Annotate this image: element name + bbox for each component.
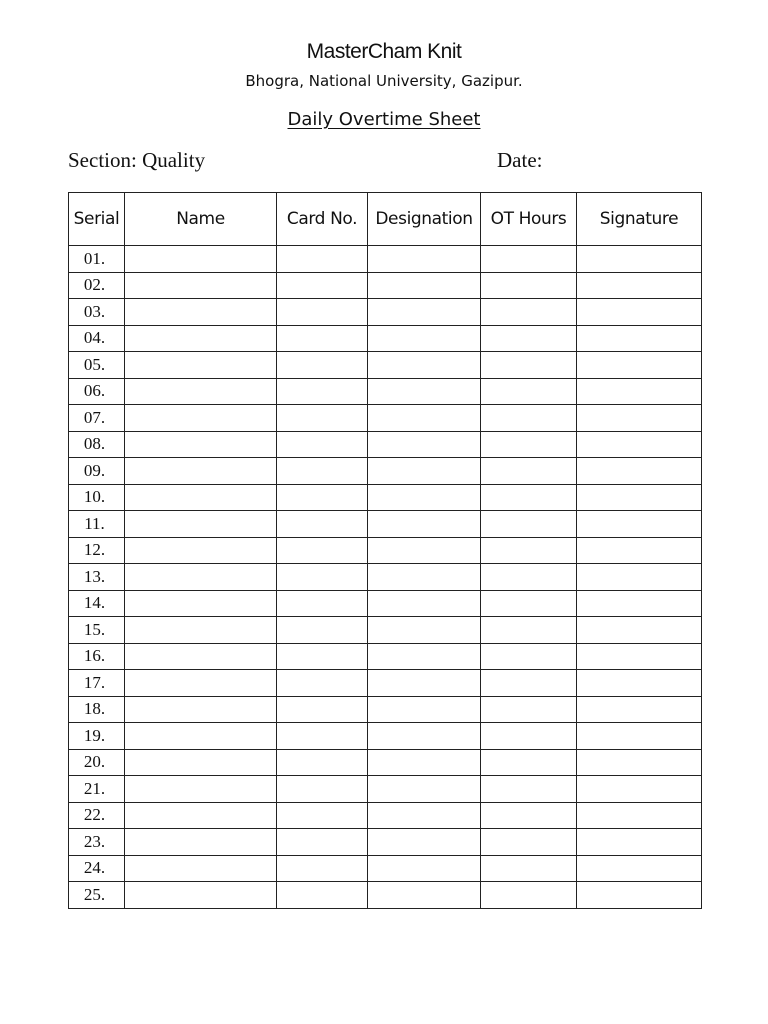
serial-cell: 12. <box>69 537 125 564</box>
card-no-cell[interactable] <box>277 246 368 273</box>
card-no-cell[interactable] <box>277 484 368 511</box>
card-no-cell[interactable] <box>277 537 368 564</box>
signature-cell[interactable] <box>577 484 702 511</box>
table-row <box>69 643 702 670</box>
table-row <box>69 590 702 617</box>
table-row <box>69 458 702 485</box>
serial-cell: 15. <box>69 617 125 644</box>
signature-cell[interactable] <box>577 617 702 644</box>
signature-cell[interactable] <box>577 405 702 432</box>
serial-cell: 06. <box>69 378 125 405</box>
name-cell[interactable] <box>125 537 277 564</box>
card-no-cell[interactable] <box>277 776 368 803</box>
serial-cell: 22. <box>69 802 125 829</box>
name-cell[interactable] <box>125 299 277 326</box>
card-no-cell[interactable] <box>277 272 368 299</box>
column-header-name: Name <box>125 193 277 246</box>
serial-cell: 24. <box>69 855 125 882</box>
card-no-cell[interactable] <box>277 458 368 485</box>
ot-hours-cell[interactable] <box>481 670 577 697</box>
name-cell[interactable] <box>125 723 277 750</box>
name-cell[interactable] <box>125 431 277 458</box>
designation-cell[interactable] <box>368 643 481 670</box>
signature-cell[interactable] <box>577 246 702 273</box>
card-no-cell[interactable] <box>277 590 368 617</box>
serial-cell: 21. <box>69 776 125 803</box>
serial-cell: 02. <box>69 272 125 299</box>
table-row <box>69 670 702 697</box>
column-header-signature: Signature <box>577 193 702 246</box>
table-row <box>69 511 702 538</box>
table-row <box>69 272 702 299</box>
ot-hours-cell[interactable] <box>481 855 577 882</box>
designation-cell[interactable] <box>368 855 481 882</box>
ot-hours-cell[interactable] <box>481 431 577 458</box>
name-cell[interactable] <box>125 484 277 511</box>
name-cell[interactable] <box>125 564 277 591</box>
ot-hours-cell[interactable] <box>481 537 577 564</box>
card-no-cell[interactable] <box>277 405 368 432</box>
name-cell[interactable] <box>125 617 277 644</box>
table-row <box>69 749 702 776</box>
signature-cell[interactable] <box>577 378 702 405</box>
table-row <box>69 829 702 856</box>
ot-hours-cell[interactable] <box>481 511 577 538</box>
card-no-cell[interactable] <box>277 511 368 538</box>
column-header-serial: Serial <box>69 193 125 246</box>
designation-cell[interactable] <box>368 829 481 856</box>
signature-cell[interactable] <box>577 696 702 723</box>
card-no-cell[interactable] <box>277 352 368 379</box>
ot-hours-cell[interactable] <box>481 882 577 909</box>
table-row <box>69 802 702 829</box>
designation-cell[interactable] <box>368 378 481 405</box>
ot-hours-cell[interactable] <box>481 749 577 776</box>
card-no-cell[interactable] <box>277 299 368 326</box>
table-row <box>69 723 702 750</box>
ot-hours-cell[interactable] <box>481 484 577 511</box>
designation-cell[interactable] <box>368 299 481 326</box>
table-row <box>69 246 702 273</box>
designation-cell[interactable] <box>368 590 481 617</box>
ot-hours-cell[interactable] <box>481 696 577 723</box>
signature-cell[interactable] <box>577 643 702 670</box>
serial-cell: 11. <box>69 511 125 538</box>
column-header-ot-hours: OT Hours <box>481 193 577 246</box>
company-name: MasterCham Knit <box>306 40 462 63</box>
ot-hours-cell[interactable] <box>481 272 577 299</box>
name-cell[interactable] <box>125 776 277 803</box>
designation-cell[interactable] <box>368 802 481 829</box>
designation-cell[interactable] <box>368 564 481 591</box>
serial-cell: 07. <box>69 405 125 432</box>
serial-cell: 18. <box>69 696 125 723</box>
signature-cell[interactable] <box>577 590 702 617</box>
table-row <box>69 352 702 379</box>
serial-cell: 25. <box>69 882 125 909</box>
signature-cell[interactable] <box>577 511 702 538</box>
signature-cell[interactable] <box>577 829 702 856</box>
serial-cell: 20. <box>69 749 125 776</box>
signature-cell[interactable] <box>577 802 702 829</box>
name-cell[interactable] <box>125 352 277 379</box>
ot-hours-cell[interactable] <box>481 776 577 803</box>
column-header-card-no: Card No. <box>277 193 368 246</box>
serial-cell: 14. <box>69 590 125 617</box>
name-cell[interactable] <box>125 749 277 776</box>
designation-cell[interactable] <box>368 670 481 697</box>
card-no-cell[interactable] <box>277 749 368 776</box>
ot-hours-cell[interactable] <box>481 378 577 405</box>
name-cell[interactable] <box>125 405 277 432</box>
table-row <box>69 431 702 458</box>
signature-cell[interactable] <box>577 723 702 750</box>
name-cell[interactable] <box>125 829 277 856</box>
table-row <box>69 405 702 432</box>
ot-hours-cell[interactable] <box>481 299 577 326</box>
name-cell[interactable] <box>125 272 277 299</box>
designation-cell[interactable] <box>368 458 481 485</box>
designation-cell[interactable] <box>368 511 481 538</box>
designation-cell[interactable] <box>368 431 481 458</box>
serial-cell: 19. <box>69 723 125 750</box>
serial-cell: 13. <box>69 564 125 591</box>
name-cell[interactable] <box>125 855 277 882</box>
signature-cell[interactable] <box>577 670 702 697</box>
ot-hours-cell[interactable] <box>481 723 577 750</box>
table-row <box>69 776 702 803</box>
designation-cell[interactable] <box>368 405 481 432</box>
ot-hours-cell[interactable] <box>481 458 577 485</box>
designation-cell[interactable] <box>368 246 481 273</box>
table-row <box>69 564 702 591</box>
card-no-cell[interactable] <box>277 617 368 644</box>
sheet-title <box>0 109 768 130</box>
card-no-cell[interactable] <box>277 325 368 352</box>
card-no-cell[interactable] <box>277 802 368 829</box>
card-no-cell[interactable] <box>277 829 368 856</box>
table-row <box>69 325 702 352</box>
designation-cell[interactable] <box>368 882 481 909</box>
signature-cell[interactable] <box>577 458 702 485</box>
date-label: Date: <box>497 148 543 172</box>
ot-hours-cell[interactable] <box>481 564 577 591</box>
name-cell[interactable] <box>125 246 277 273</box>
card-no-cell[interactable] <box>277 723 368 750</box>
designation-cell[interactable] <box>368 272 481 299</box>
serial-cell: 10. <box>69 484 125 511</box>
ot-hours-cell[interactable] <box>481 352 577 379</box>
designation-cell[interactable] <box>368 484 481 511</box>
designation-cell[interactable] <box>368 776 481 803</box>
signature-cell[interactable] <box>577 272 702 299</box>
name-cell[interactable] <box>125 378 277 405</box>
designation-cell[interactable] <box>368 352 481 379</box>
ot-hours-cell[interactable] <box>481 590 577 617</box>
table-row <box>69 882 702 909</box>
card-no-cell[interactable] <box>277 378 368 405</box>
table-row <box>69 299 702 326</box>
ot-hours-cell[interactable] <box>481 802 577 829</box>
card-no-cell[interactable] <box>277 882 368 909</box>
name-cell[interactable] <box>125 882 277 909</box>
signature-cell[interactable] <box>577 325 702 352</box>
ot-hours-cell[interactable] <box>481 325 577 352</box>
table-row <box>69 696 702 723</box>
designation-cell[interactable] <box>368 696 481 723</box>
table-row <box>69 855 702 882</box>
designation-cell[interactable] <box>368 749 481 776</box>
name-cell[interactable] <box>125 511 277 538</box>
serial-cell: 03. <box>69 299 125 326</box>
card-no-cell[interactable] <box>277 643 368 670</box>
designation-cell[interactable] <box>368 325 481 352</box>
table-row <box>69 617 702 644</box>
name-cell[interactable] <box>125 458 277 485</box>
name-cell[interactable] <box>125 670 277 697</box>
card-no-cell[interactable] <box>277 670 368 697</box>
card-no-cell[interactable] <box>277 696 368 723</box>
ot-hours-cell[interactable] <box>481 829 577 856</box>
serial-cell: 16. <box>69 643 125 670</box>
card-no-cell[interactable] <box>277 855 368 882</box>
ot-hours-cell[interactable] <box>481 405 577 432</box>
table-body <box>69 246 702 909</box>
serial-cell: 17. <box>69 670 125 697</box>
serial-cell: 08. <box>69 431 125 458</box>
table-row <box>69 484 702 511</box>
table-row <box>69 537 702 564</box>
signature-cell[interactable] <box>577 749 702 776</box>
name-cell[interactable] <box>125 696 277 723</box>
ot-hours-cell[interactable] <box>481 617 577 644</box>
company-address: Bhogra, National University, Gazipur. <box>245 72 523 90</box>
card-no-cell[interactable] <box>277 564 368 591</box>
serial-cell: 09. <box>69 458 125 485</box>
serial-cell: 23. <box>69 829 125 856</box>
designation-cell[interactable] <box>368 723 481 750</box>
overtime-table <box>68 192 702 909</box>
signature-cell[interactable] <box>577 537 702 564</box>
signature-cell[interactable] <box>577 882 702 909</box>
ot-hours-cell[interactable] <box>481 246 577 273</box>
name-cell[interactable] <box>125 802 277 829</box>
name-cell[interactable] <box>125 325 277 352</box>
card-no-cell[interactable] <box>277 431 368 458</box>
signature-cell[interactable] <box>577 855 702 882</box>
signature-cell[interactable] <box>577 776 702 803</box>
serial-cell: 04. <box>69 325 125 352</box>
designation-cell[interactable] <box>368 617 481 644</box>
signature-cell[interactable] <box>577 431 702 458</box>
column-header-designation: Designation <box>368 193 481 246</box>
sheet-title-text: Daily Overtime Sheet <box>287 109 481 130</box>
ot-hours-cell[interactable] <box>481 643 577 670</box>
serial-cell: 05. <box>69 352 125 379</box>
name-cell[interactable] <box>125 590 277 617</box>
signature-cell[interactable] <box>577 352 702 379</box>
serial-cell: 01. <box>69 246 125 273</box>
signature-cell[interactable] <box>577 564 702 591</box>
section-label: Section: Quality <box>68 148 206 172</box>
signature-cell[interactable] <box>577 299 702 326</box>
designation-cell[interactable] <box>368 537 481 564</box>
table-row <box>69 378 702 405</box>
name-cell[interactable] <box>125 643 277 670</box>
table-header-row <box>69 193 702 246</box>
